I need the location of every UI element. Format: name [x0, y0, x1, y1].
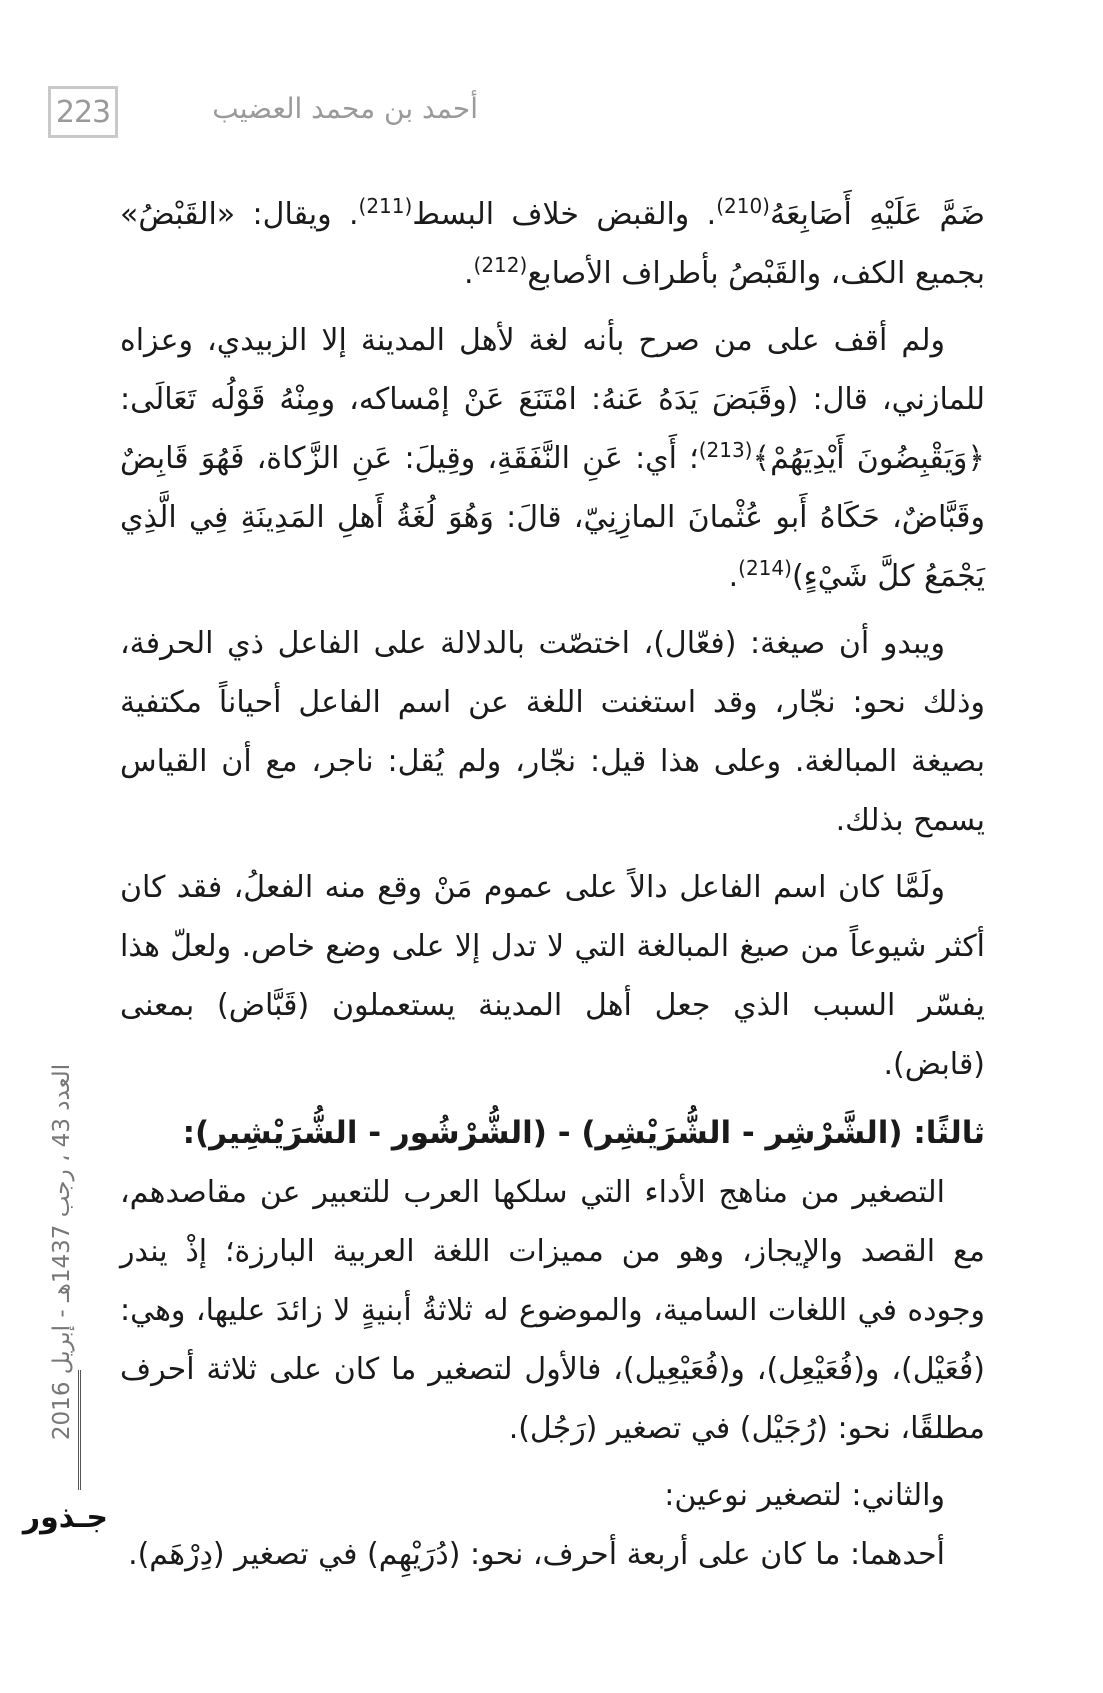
- paragraph-5: التصغير من مناهج الأداء التي سلكها العرب للتعبير عن مقاصدهم، مع القصد والإيجاز، وهو من مميزات اللغة العربية البارزة؛ إذْ يندر وجوده في اللغات السامية، والموضوع له ثلاثةُ أبنيةٍ لا زائدَ عليها، وهي: (فُعَيْل)، و(فُعَيْعِل)، و(فُعَيْعِيل)، فالأول لتصغير ما كان على ثلاثة أحرف مطلقًا، نحو: (رُجَيْل) في تصغير (رَجُل).: [120, 1175, 985, 1446]
- footnote-ref-210: (210): [716, 194, 770, 218]
- text-run: ضَمَّ عَلَيْهِ أَصَابِعَهُ: [769, 197, 985, 232]
- paragraph-6: والثاني: لتصغير نوعين:: [664, 1478, 945, 1513]
- footnote-ref-213: (213): [698, 438, 753, 462]
- journal-logo: جـذور: [22, 1500, 108, 1535]
- text-run: . والقبض خلاف البسط: [412, 197, 717, 232]
- footnote-ref-211: (211): [358, 194, 413, 218]
- section-heading: ثالثًا: (الشَّرْشِر - الشُّرَيْشِر) - (الشُّرْشُور - الشُّرَيْشِير):: [182, 1115, 985, 1151]
- issue-info-text: العدد 43 ، رجب 1437هـ - إبريل 2016: [49, 1063, 75, 1441]
- text-run: ؛ أَي: عَنِ النَّفَقَةِ، وقِيلَ: عَنِ الزَّكاة، فَهُوَ قَابِضٌ وقَبَّاضٌ، حَكَاهُ أَبو عُثْمانَ المازِنِيّ، قالَ: وَهُوَ لُغَةُ أَهلِ المَدِينَةِ فِي الَّذِي يَجْمَعُ كلَّ شَيْءٍ): [120, 441, 985, 594]
- page-number-box: [48, 86, 118, 138]
- page-number: 223: [55, 94, 111, 130]
- paragraph-4: ولَمَّا كان اسم الفاعل دالاً على عموم مَنْ وقع منه الفعلُ، فقد كان أكثر شيوعاً من صيغ المبالغة التي لا تدل إلا على وضع خاص. ولعلّ هذا يفسّر السبب الذي جعل أهل المدينة يستعملون (قَبَّاض) بمعنى (قابض).: [120, 870, 985, 1082]
- issue-info-vertical: [44, 1063, 80, 1441]
- paragraph-3: ويبدو أن صيغة: (فعّال)، اختصّت بالدلالة على الفاعل ذي الحرفة، وذلك نحو: نجّار، وقد استغنت اللغة عن اسم الفاعل أحياناً مكتفية بصيغة المبالغة. وعلى هذا قيل: نجّار، ولم يُقل: ناجر، مع أن القياس يسمح بذلك.: [120, 626, 985, 838]
- text-run: .: [463, 256, 474, 291]
- article-body: [120, 185, 985, 1584]
- paragraph-7: أحدهما: ما كان على أربعة أحرف، نحو: (دُرَيْهِم) في تصغير (دِرْهَم).: [128, 1537, 945, 1572]
- paragraph-2: [120, 311, 985, 606]
- text-run: . ويقال: «القَبْضُ» بجميع الكف، والقَبْصُ بأطراف الأصابع: [120, 197, 985, 291]
- text-run: ولم أقف على من صرح بأنه لغة لأهل المدينة إلا الزبيدي، وعزاه للمازني، قال: (وقَبَضَ يَدَهُ عَنهُ: امْتَنَعَ عَنْ إمْساكه، ومِنْهُ قَوْلُه تَعَالَى: ﴿وَيَقْبِضُونَ أَيْدِيَهُمْ﴾: [120, 323, 985, 476]
- footnote-ref-212: (212): [473, 253, 528, 277]
- footnote-ref-214: (214): [738, 556, 792, 580]
- paragraph-1: [120, 185, 985, 303]
- text-run: .: [728, 559, 739, 594]
- side-divider: [78, 1370, 81, 1490]
- running-head-author: أحمد بن محمد العضيب: [212, 92, 478, 125]
